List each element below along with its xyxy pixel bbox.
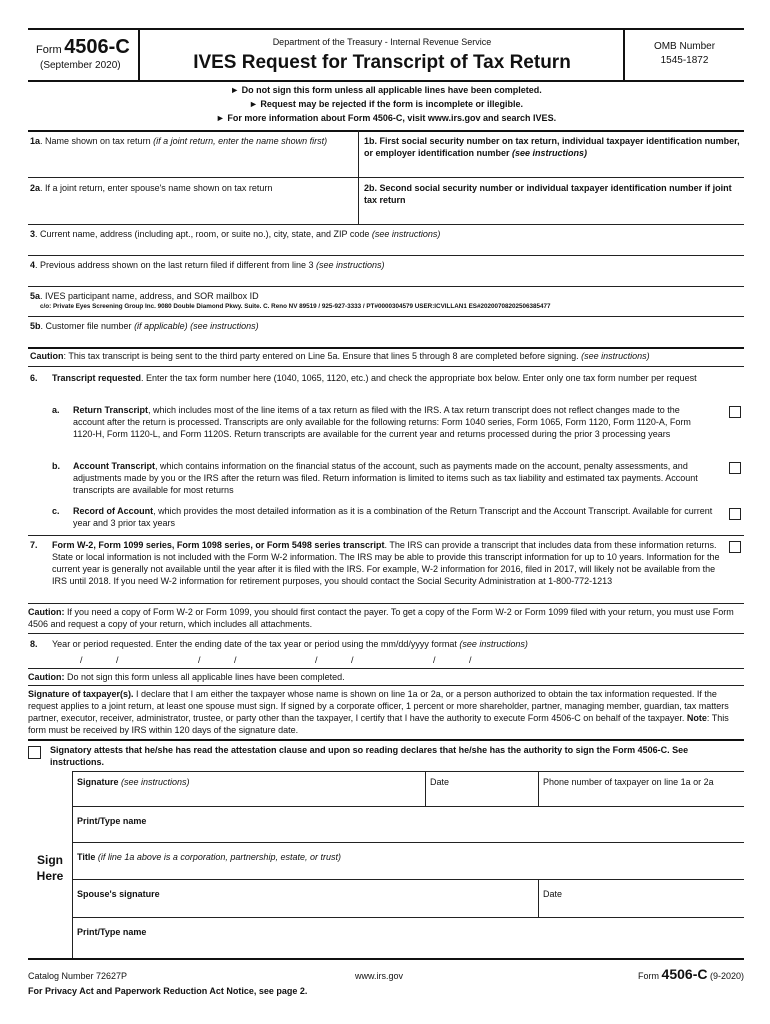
line-7-text: Form W-2, Form 1099 series, Form 1098 series, or Form 5498 series transcript. The IRS can provide a transcript that includes data from these information returns. State or local information is not included with the Form W-2 information. The IRS may be able to provide this transcript information for up to 10 years. Information for the current year is generally not available until the year after it is filed with the IRS. For example, W-2 information for 2016, filed in 2017, will likely not be available from the IRS until 2018. If you need W-2 information for retirement purposes, you should contact the Social Security Administration at 1-800-772-1213 (52, 540, 720, 586)
account-transcript-checkbox[interactable] (729, 462, 741, 474)
year-period-field-2[interactable]: / / (198, 655, 237, 665)
caution-w2-1099: Caution: If you need a copy of Form W-2 or Form 1099, you should first contact the payer. To get a copy of the Form W-2 or Form 1099 filed with your return, you must use Form 4506 and request a copy of your return, which includes all attachments. (28, 607, 734, 629)
form-date: (September 2020) (40, 60, 121, 71)
instruction-line-2: ► Request may be rejected if the form is incomplete or illegible. (249, 99, 523, 109)
line-6-text[interactable]: Transcript requested. Enter the tax form number here (1040, 1065, 1120, etc.) and check the appropriate box below. Enter only one tax form number per request (52, 373, 697, 383)
omb-number: 1545-1872 (660, 55, 709, 66)
privacy-notice: For Privacy Act and Paperwork Reduction Act Notice, see page 2. (28, 986, 308, 996)
phone-number-field[interactable]: Phone number of taxpayer on line 1a or 2a (543, 777, 714, 787)
line-6b-text: Account Transcript, which contains information on the financial status of the account, such as payments made on the account, penalty assessments, and adjustments made by you or the IRS after the return was filed. Return information is limited to items such as tax liability and estimated tax payments. Account transcripts are available for most returns (73, 461, 698, 495)
footer-form-number: Form 4506-C (9-2020) (638, 966, 744, 982)
year-period-field-3[interactable]: / / (315, 655, 354, 665)
line-2b-label[interactable]: 2b. Second social security number or individual taxpayer identification number if joint tax return (364, 183, 732, 205)
agency-name: Department of the Treasury - Internal Revenue Service (272, 37, 492, 47)
form-number: Form 4506-C (36, 36, 130, 58)
line-5a-label[interactable]: 5a. IVES participant name, address, and SOR mailbox ID (30, 291, 259, 301)
w2-1099-transcript-checkbox[interactable] (729, 541, 741, 553)
record-of-account-checkbox[interactable] (729, 508, 741, 520)
signature-field[interactable]: Signature (see instructions) (77, 777, 190, 787)
return-transcript-checkbox[interactable] (729, 406, 741, 418)
caution-do-not-sign: Caution: Do not sign this form unless all applicable lines have been completed. (28, 672, 345, 682)
line-6-number: 6. (30, 373, 38, 383)
page-title: IVES Request for Transcript of Tax Return (193, 52, 571, 73)
line-7-number: 7. (30, 540, 38, 550)
line-1b-label[interactable]: 1b. First social security number on tax return, individual taxpayer identification number, or employer identification number (see instructions) (364, 136, 740, 158)
year-period-field-1[interactable]: / / (80, 655, 119, 665)
spouse-print-name-field[interactable]: Print/Type name (77, 927, 147, 937)
title-field[interactable]: Title (if line 1a above is a corporation, partnership, estate, or trust) (77, 852, 341, 862)
attestation-checkbox[interactable] (28, 746, 41, 759)
line-8-number: 8. (30, 639, 38, 649)
line-1a-label[interactable]: 1a. Name shown on tax return (if a joint return, enter the name shown first) (30, 136, 328, 146)
instruction-line-3: ► For more information about Form 4506-C, visit www.irs.gov and search IVES. (215, 113, 557, 123)
line-2a-label[interactable]: 2a. If a joint return, enter spouse's name shown on tax return (30, 183, 273, 193)
attestation-text: Signatory attests that he/she has read the attestation clause and upon so reading declares that he/she has the authority to sign the Form 4506-C. See instructions. (50, 745, 689, 767)
signature-declaration: Signature of taxpayer(s). I declare that I am either the taxpayer whose name is shown on line 1a or 2a, or a person authorized to obtain the tax information requested. If the request applies to a joint return, at least one spouse must sign. If signed by a corporate officer, 1 percent or more shareholder, partner, managing member, guardian, tax matters partner, executor, receiver, administrator, trustee, or party other than the taxpayer, I certify that I have the authority to execute Form 4506-C on behalf of the taxpayer. Note: This form must be received by IRS within 120 days of the signature date. (28, 689, 729, 735)
line-6c-text: Record of Account, which provides the most detailed information as it is a combination of the Return Transcript and the Account Transcript. Available for current year and 3 prior tax years (73, 506, 713, 528)
line-3-label[interactable]: 3. Current name, address (including apt., room, or suite no.), city, state, and ZIP code (see instructions) (30, 229, 441, 239)
omb-label: OMB Number (653, 41, 716, 52)
year-period-field-4[interactable]: / / (433, 655, 472, 665)
spouse-signature-field[interactable]: Spouse's signature (77, 889, 160, 899)
signature-date-field[interactable]: Date (430, 777, 450, 787)
line-6a-text: Return Transcript, which includes most of the line items of a tax return as filed with the IRS. A tax return transcript does not reflect changes made to the account after the return is processed. Transcripts are only available for the following returns: Form 1040 series, Form 1065, Form 1120, Form 1120-A, Form 1120-H, Form 1120-L, and Form 1120S. Return transcripts are available for the current year and returns processed during the prior 3 processing years (73, 405, 691, 439)
line-4-label[interactable]: 4. Previous address shown on the last return filed if different from line 3 (see instructions) (30, 260, 385, 270)
line-6a-letter: a. (52, 405, 60, 415)
line-5b-label[interactable]: 5b. Customer file number (if applicable) (see instructions) (30, 321, 259, 331)
line-6c-letter: c. (52, 506, 60, 516)
spouse-date-field[interactable]: Date (543, 889, 563, 899)
sign-here-label: Sign Here (36, 853, 64, 883)
catalog-number: Catalog Number 72627P (28, 971, 128, 981)
instruction-line-1: ► Do not sign this form unless all applicable lines have been completed. (230, 85, 542, 95)
line-6b-letter: b. (52, 461, 60, 471)
line-8-text: Year or period requested. Enter the ending date of the tax year or period using the mm/dd/yyyy format (see instructions) (52, 639, 528, 649)
line-5a-value[interactable]: c/o: Private Eyes Screening Group Inc. 9080 Double Diamond Pkwy. Suite. C. Reno NV 89519 / 925-927-3333 / PT#0000304579 USER:ICVILLAN1 ES#20200708202506385477 (40, 303, 551, 310)
caution-line5: Caution: This tax transcript is being sent to the third party entered on Line 5a. Ensure that lines 5 through 8 are completed before signing. (see instructions) (30, 351, 650, 361)
print-name-field[interactable]: Print/Type name (77, 816, 147, 826)
irs-website: www.irs.gov (355, 971, 404, 981)
